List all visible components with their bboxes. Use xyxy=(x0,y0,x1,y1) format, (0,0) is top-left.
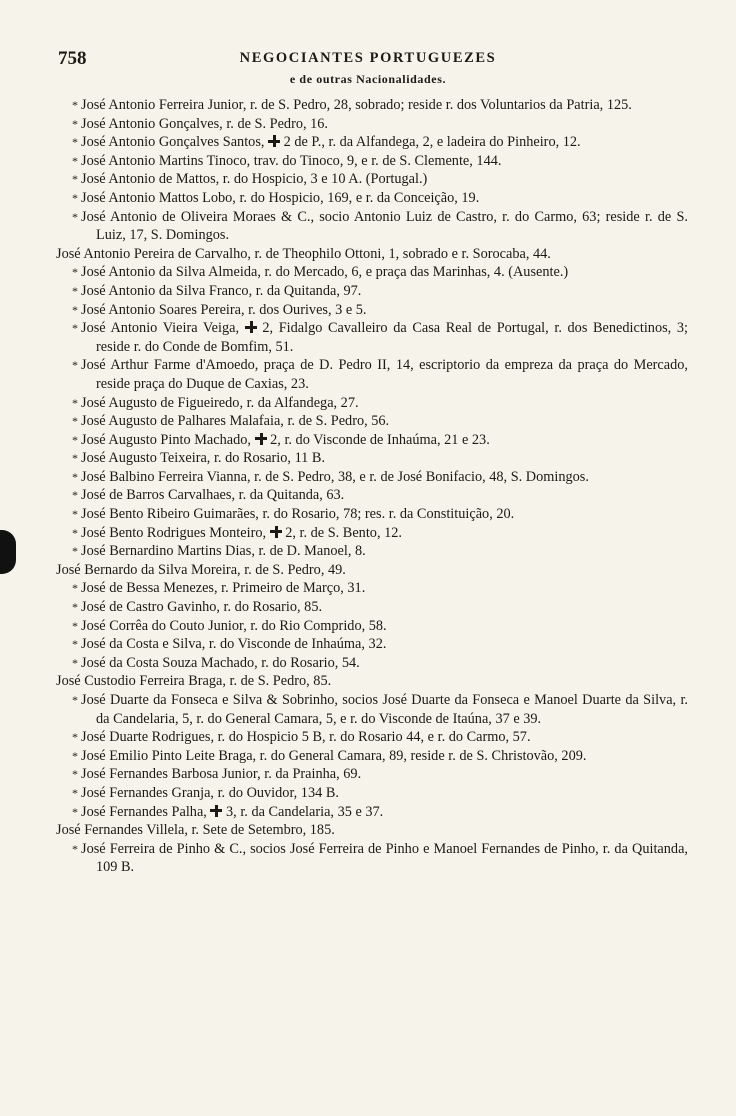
directory-entry xyxy=(56,170,688,189)
entry-asterisk-mark: * xyxy=(72,153,78,168)
entry-asterisk-mark: * xyxy=(72,265,78,280)
entry-list xyxy=(56,96,688,877)
directory-entry xyxy=(56,319,688,356)
entry-asterisk-mark: * xyxy=(72,172,78,187)
entry-text: José Fernandes Barbosa Junior, r. da Prainha, 69. xyxy=(81,766,362,783)
directory-entry xyxy=(56,728,688,747)
directory-entry xyxy=(56,691,688,728)
order-cross-icon xyxy=(255,433,267,445)
directory-entry xyxy=(56,133,688,152)
margin-ink-blot xyxy=(0,530,16,574)
entry-text: José Antonio Martins Tinoco, trav. do Tinoco, 9, e r. de S. Clemente, 144. xyxy=(81,152,502,169)
directory-entry xyxy=(56,263,688,282)
order-cross-icon xyxy=(270,526,282,538)
entry-text: José Antonio da Silva Almeida, r. do Mercado, 6, e praça das Marinhas, 4. (Ausente.) xyxy=(81,264,569,281)
entry-address: 3, r. da Candelaria, 35 e 37. xyxy=(226,803,384,820)
entry-asterisk-mark: * xyxy=(72,730,78,745)
directory-entry xyxy=(56,542,688,561)
entry-asterisk-mark: * xyxy=(72,302,78,317)
entry-text: José de Bessa Menezes, r. Primeiro de Março, 31. xyxy=(81,580,366,597)
directory-entry xyxy=(56,561,688,580)
directory-entry xyxy=(56,672,688,691)
entry-asterisk-mark: * xyxy=(72,600,78,615)
directory-entry xyxy=(56,598,688,617)
entry-asterisk-mark: * xyxy=(72,451,78,466)
entry-text: José Fernandes Granja, r. do Ouvidor, 134 B. xyxy=(81,784,339,801)
entry-name: José Augusto Pinto Machado, xyxy=(81,431,251,448)
directory-entry xyxy=(56,301,688,320)
entry-asterisk-mark: * xyxy=(72,135,78,150)
entry-asterisk-mark: * xyxy=(72,283,78,298)
directory-entry xyxy=(56,524,688,543)
entry-name: José Bento Rodrigues Monteiro, xyxy=(81,524,267,541)
directory-entry xyxy=(56,394,688,413)
directory-entry xyxy=(56,431,688,450)
entry-asterisk-mark: * xyxy=(72,190,78,205)
entry-asterisk-mark: * xyxy=(72,525,78,540)
entry-text: José Duarte Rodrigues, r. do Hospicio 5 B, r. do Rosario 44, e r. do Carmo, 57. xyxy=(81,729,531,746)
directory-entry xyxy=(56,412,688,431)
entry-asterisk-mark: * xyxy=(72,507,78,522)
entry-asterisk-mark: * xyxy=(72,804,78,819)
entry-address: 2, Fidalgo Cavalleiro da Casa Real de Portugal, r. dos Benedictinos, 3; reside r. do Conde de Bomfim, 51. xyxy=(96,320,688,355)
directory-entry xyxy=(56,505,688,524)
entry-text: José Augusto de Palhares Malafaia, r. de S. Pedro, 56. xyxy=(81,413,390,430)
entry-text: José Antonio Gonçalves, r. de S. Pedro, 16. xyxy=(81,115,328,132)
running-subtitle: e de outras Nacionalidades. xyxy=(289,72,447,86)
entry-address: 2 de P., r. da Alfandega, 2, e ladeira do Pinheiro, 12. xyxy=(283,134,581,151)
entry-text: José de Barros Carvalhaes, r. da Quitanda, 63. xyxy=(81,487,345,504)
entry-text: José Antonio de Oliveira Moraes & C., socio Antonio Luiz de Castro, r. do Carmo, 63; reside r. de S. Luiz, 17, S. Domingos. xyxy=(81,208,688,244)
entry-text: José Emilio Pinto Leite Braga, r. do General Camara, 89, reside r. de S. Christovão, 209. xyxy=(81,747,587,764)
entry-asterisk-mark: * xyxy=(72,637,78,652)
directory-entry xyxy=(56,747,688,766)
entry-asterisk-mark: * xyxy=(72,748,78,763)
entry-text: José Ferreira de Pinho & C., socios José Ferreira de Pinho e Manoel Fernandes de Pinho, r. da Quitanda, 109 B. xyxy=(81,840,688,876)
entry-asterisk-mark: * xyxy=(72,581,78,596)
directory-entry xyxy=(56,635,688,654)
entry-asterisk-mark: * xyxy=(72,116,78,131)
directory-entry xyxy=(56,579,688,598)
entry-asterisk-mark: * xyxy=(72,414,78,429)
entry-asterisk-mark: * xyxy=(72,395,78,410)
entry-asterisk-mark: * xyxy=(72,841,78,856)
entry-text: José Arthur Farme d'Amoedo, praça de D. Pedro II, 14, escriptorio da empreza da praça do Mercado, reside praça do Duque de Caxias, 23. xyxy=(81,357,688,392)
entry-asterisk-mark: * xyxy=(72,785,78,800)
entry-asterisk-mark: * xyxy=(72,767,78,782)
directory-entry xyxy=(56,245,688,264)
directory-entry xyxy=(56,449,688,468)
entry-text: José de Castro Gavinho, r. do Rosario, 85. xyxy=(81,599,323,616)
entry-text: José Antonio Mattos Lobo, r. do Hospicio, 169, e r. da Conceição, 19. xyxy=(81,189,480,206)
directory-entry xyxy=(56,96,688,115)
directory-entry xyxy=(56,189,688,208)
page-header xyxy=(0,48,736,72)
directory-entry xyxy=(56,617,688,636)
directory-entry xyxy=(56,821,688,840)
entry-name: José Antonio Gonçalves Santos, xyxy=(81,134,265,151)
entry-asterisk-mark: * xyxy=(72,209,78,224)
entry-text: José Antonio da Silva Franco, r. da Quitanda, 97. xyxy=(81,282,362,299)
directory-entry xyxy=(56,486,688,505)
directory-entry xyxy=(56,115,688,134)
entry-text: José da Costa e Silva, r. do Visconde de Inhaúma, 32. xyxy=(81,636,387,653)
entry-text: José Antonio de Mattos, r. do Hospicio, 3 e 10 A. (Portugal.) xyxy=(81,171,428,188)
page-number: 758 xyxy=(58,48,87,69)
entry-text: José Augusto de Figueiredo, r. da Alfandega, 27. xyxy=(81,394,359,411)
directory-entry xyxy=(56,208,688,245)
entry-address: 2, r. do Visconde de Inhaúma, 21 e 23. xyxy=(270,431,490,448)
entry-text: José Bento Ribeiro Guimarães, r. do Rosario, 78; res. r. da Constituição, 20. xyxy=(81,506,515,523)
entry-asterisk-mark: * xyxy=(72,655,78,670)
entry-text: José Augusto Teixeira, r. do Rosario, 11 B. xyxy=(81,450,326,467)
entry-text: José da Costa Souza Machado, r. do Rosario, 54. xyxy=(81,654,360,671)
entry-asterisk-mark: * xyxy=(72,321,78,336)
entry-text: José Antonio Ferreira Junior, r. de S. Pedro, 28, sobrado; reside r. dos Voluntarios da Patria, 125. xyxy=(81,97,632,113)
entry-asterisk-mark: * xyxy=(72,488,78,503)
entry-text: José Fernandes Villela, r. Sete de Setembro, 185. xyxy=(56,822,335,839)
entry-text: José Duarte da Fonseca e Silva & Sobrinho, socios José Duarte da Fonseca e Manoel Duarte da Silva, r. da Candelaria, 5, r. do General Camara, 5, e r. do Visconde de Itaúna, 37 e 39. xyxy=(81,692,688,727)
entry-asterisk-mark: * xyxy=(72,98,78,112)
entry-asterisk-mark: * xyxy=(72,544,78,559)
entry-text: José Corrêa do Couto Junior, r. do Rio Comprido, 58. xyxy=(81,617,387,634)
directory-entry xyxy=(56,468,688,487)
entry-name: José Antonio Vieira Veiga, xyxy=(81,320,240,337)
running-title: NEGOCIANTES PORTUGUEZES xyxy=(239,50,497,66)
entry-asterisk-mark: * xyxy=(72,432,78,447)
entry-text: José Bernardino Martins Dias, r. de D. Manoel, 8. xyxy=(81,543,366,560)
directory-entry xyxy=(56,356,688,393)
entry-name: José Fernandes Palha, xyxy=(81,803,207,820)
entry-asterisk-mark: * xyxy=(72,469,78,484)
entry-asterisk-mark: * xyxy=(72,618,78,633)
directory-entry xyxy=(56,803,688,822)
directory-entry xyxy=(56,654,688,673)
entry-asterisk-mark: * xyxy=(72,358,78,373)
directory-entry xyxy=(56,765,688,784)
entry-text: José Antonio Pereira de Carvalho, r. de Theophilo Ottoni, 1, sobrado e r. Sorocaba, 44. xyxy=(56,245,551,262)
order-cross-icon xyxy=(210,805,222,817)
entry-address: 2, r. de S. Bento, 12. xyxy=(285,524,402,541)
directory-entry xyxy=(56,840,688,877)
entry-text: José Custodio Ferreira Braga, r. de S. Pedro, 85. xyxy=(56,673,332,690)
directory-entry xyxy=(56,784,688,803)
entry-text: José Bernardo da Silva Moreira, r. de S. Pedro, 49. xyxy=(56,561,346,578)
directory-entry xyxy=(56,152,688,171)
entry-asterisk-mark: * xyxy=(72,693,78,707)
entry-text: José Balbino Ferreira Vianna, r. de S. Pedro, 38, e r. de José Bonifacio, 48, S. Domingos. xyxy=(81,468,589,485)
order-cross-icon xyxy=(268,135,280,147)
directory-entry xyxy=(56,282,688,301)
order-cross-icon xyxy=(245,321,257,333)
entry-text: José Antonio Soares Pereira, r. dos Ourives, 3 e 5. xyxy=(81,301,367,318)
